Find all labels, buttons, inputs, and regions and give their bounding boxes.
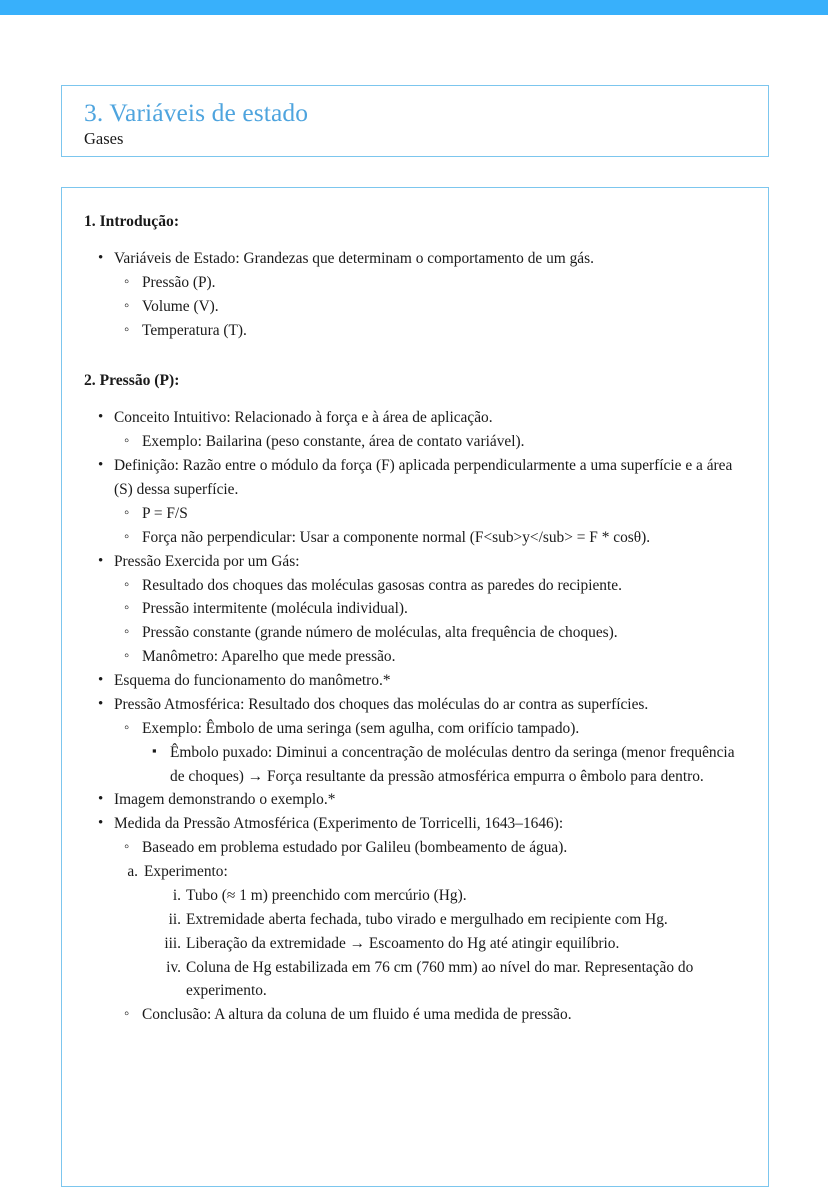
- list-item-text: • Variáveis de Estado: Grandezas que determinam o comportamento de um gás.: [114, 247, 742, 271]
- list-item-text: • Medida da Pressão Atmosférica (Experimento de Torricelli, 1643–1646):: [114, 812, 742, 836]
- page-title: 3. Variáveis de estado: [84, 98, 309, 127]
- sublist: [114, 717, 742, 789]
- sublist: [114, 502, 742, 550]
- list-item-text: ◦ Conclusão: A altura da coluna de um fluido é uma medida de pressão.: [142, 1003, 742, 1027]
- list-item: [84, 454, 742, 550]
- ordered-list-etapas: [144, 884, 742, 1003]
- list-item-text: ◦ Volume (V).: [142, 295, 742, 319]
- top-accent-bar: [0, 0, 828, 15]
- list-item-text: Extremidade aberta fechada, tubo virado e mergulhado em recipiente com Hg.: [186, 910, 668, 928]
- list-item: [84, 406, 742, 454]
- list-item-text: ◦ Força não perpendicular: Usar a componente normal (F<sub>y</sub> = F * cosθ).: [142, 526, 742, 550]
- page-subtitle: Gases: [84, 128, 124, 148]
- list-item-text: Tubo (≈ 1 m) preenchido com mercúrio (Hg).: [186, 886, 467, 904]
- list-item: [144, 908, 742, 932]
- list-item-text: • Pressão Exercida por um Gás:: [114, 550, 742, 574]
- list-item: [114, 597, 742, 621]
- list-item-text: ◦ Pressão intermitente (molécula individual).: [142, 597, 742, 621]
- list-item: [84, 693, 742, 789]
- list-item-text: ◦ Resultado dos choques das moléculas gasosas contra as paredes do recipiente.: [142, 574, 742, 598]
- list-item-text: • Pressão Atmosférica: Resultado dos choques das moléculas do ar contra as superfícies.: [114, 693, 742, 717]
- list-item: [114, 836, 742, 860]
- list-item: [114, 271, 742, 295]
- list-item: [114, 502, 742, 526]
- list-introducao: [84, 247, 742, 343]
- list-item: [142, 741, 742, 789]
- list-item-text: Experimento:: [144, 863, 228, 881]
- list-item: [84, 550, 742, 669]
- list-item-text: • Imagem demonstrando o exemplo.*: [114, 788, 742, 812]
- list-marker: iv.: [166, 958, 181, 976]
- list-marker: ii.: [168, 910, 181, 928]
- list-item: [144, 932, 742, 956]
- list-item: [114, 295, 742, 319]
- list-item: [144, 956, 742, 1004]
- list-marker: a.: [127, 863, 138, 881]
- document-page: [0, 15, 828, 1171]
- list-pressao: [84, 406, 742, 1027]
- list-item-text: • Definição: Razão entre o módulo da força (F) aplicada perpendicularmente a uma superfície e a área (S) dessa superfície.: [114, 454, 742, 502]
- list-item: [114, 621, 742, 645]
- list-item: [114, 645, 742, 669]
- sublist-conclusao: [114, 1003, 742, 1027]
- sublist: [114, 574, 742, 670]
- list-item: [114, 1003, 742, 1027]
- sublist: [114, 430, 742, 454]
- list-item-text: ▪ Êmbolo puxado: Diminui a concentração de moléculas dentro da seringa (menor frequência de choques) → Força resultante da pressão atmosférica empurra o êmbolo para dentro.: [170, 741, 742, 789]
- list-item: [114, 319, 742, 343]
- list-marker: iii.: [164, 934, 181, 952]
- list-item: [84, 788, 742, 812]
- list-item: [114, 430, 742, 454]
- list-item-text: ◦ Baseado em problema estudado por Galileu (bombeamento de água).: [142, 836, 742, 860]
- list-item-text: ◦ Exemplo: Bailarina (peso constante, área de contato variável).: [142, 430, 742, 454]
- list-item-text: ◦ Exemplo: Êmbolo de uma seringa (sem agulha, com orifício tampado).: [142, 717, 742, 741]
- list-item: [114, 717, 742, 789]
- list-item: [114, 574, 742, 598]
- sublist: [142, 741, 742, 789]
- section-heading-introducao: 1. Introdução:: [84, 213, 180, 230]
- sublist: [114, 271, 742, 343]
- list-item: [84, 812, 742, 1027]
- sublist: [114, 836, 742, 860]
- list-item: [84, 669, 742, 693]
- document-header-card: [61, 85, 769, 157]
- list-item-text: • Conceito Intuitivo: Relacionado à força e à área de aplicação.: [114, 406, 742, 430]
- list-item: [114, 526, 742, 550]
- document-content-card: [61, 187, 769, 1187]
- list-item: [114, 860, 742, 1003]
- list-item-text: ◦ Temperatura (T).: [142, 319, 742, 343]
- list-item-text: Liberação da extremidade → Escoamento do Hg até atingir equilíbrio.: [186, 934, 620, 952]
- section-heading-pressao: 2. Pressão (P):: [84, 371, 180, 389]
- list-item-text: ◦ Pressão constante (grande número de moléculas, alta frequência de choques).: [142, 621, 742, 645]
- list-item: [84, 247, 742, 343]
- list-item-text: ◦ Manômetro: Aparelho que mede pressão.: [142, 645, 742, 669]
- list-item-text: • Esquema do funcionamento do manômetro.*: [114, 669, 742, 693]
- list-item-text: ◦ P = F/S: [142, 502, 742, 526]
- ordered-list-experimento: [114, 860, 742, 1003]
- list-item: [144, 884, 742, 908]
- list-item-text: Coluna de Hg estabilizada em 76 cm (760 mm) ao nível do mar. Representação do experimento.: [186, 958, 694, 1000]
- list-marker: i.: [172, 886, 181, 904]
- list-item-text: ◦ Pressão (P).: [142, 271, 742, 295]
